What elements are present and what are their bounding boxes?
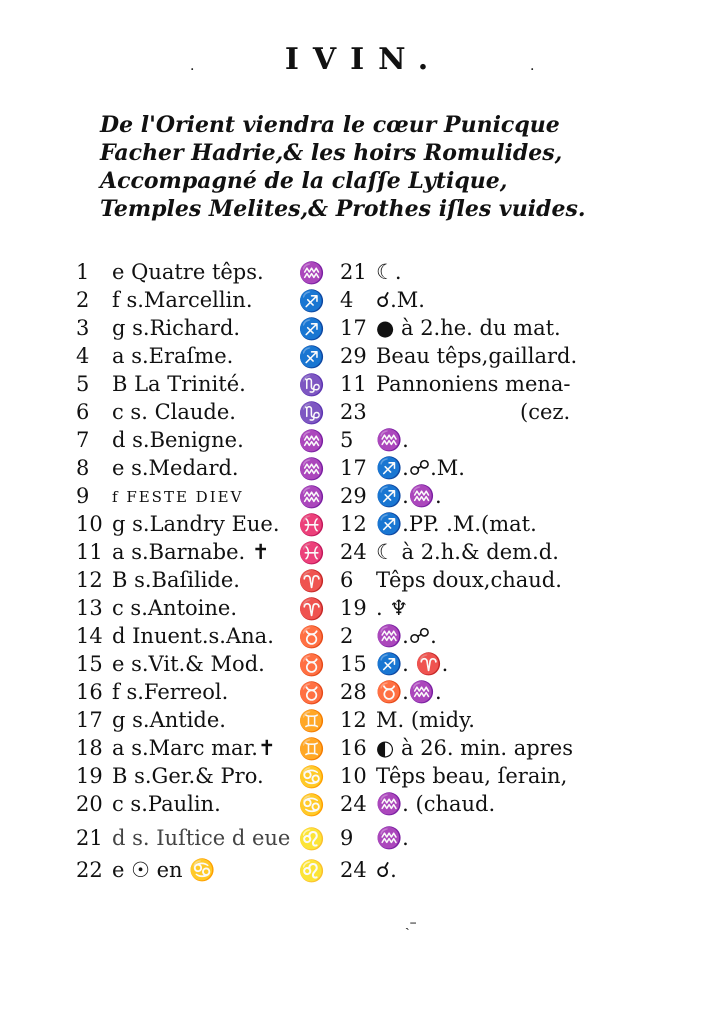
zodiac-sign-icon: ♊: [298, 736, 326, 761]
astronomical-note: M. (midy.: [376, 708, 475, 732]
degree-number: 28: [340, 680, 367, 704]
calendar-row: [0, 680, 727, 708]
calendar-row: [0, 344, 727, 372]
saint-name: d s.Benigne.: [112, 428, 244, 452]
saint-name: g s.Antide.: [112, 708, 226, 732]
saint-name: e Quatre têps.: [112, 260, 264, 284]
astronomical-note: . ♆: [376, 596, 409, 620]
day-number: 20: [76, 792, 103, 816]
zodiac-sign-icon: ♒: [298, 260, 326, 285]
calendar-row: [0, 316, 727, 344]
zodiac-sign-icon: ♌: [298, 858, 326, 883]
calendar-row: [0, 568, 727, 596]
zodiac-sign-icon: ♐: [298, 316, 326, 341]
day-number: 3: [76, 316, 90, 340]
astronomical-note: ♐.PP. .M.(mat.: [376, 512, 537, 536]
astronomical-note: ☾ à 2.h.& dem.d.: [376, 540, 559, 564]
astronomical-note: ☌.M.: [376, 288, 425, 312]
astronomical-note: ♒.☍.: [376, 624, 437, 648]
degree-number: 29: [340, 484, 367, 508]
day-number: 16: [76, 680, 103, 704]
ornament-dot: ·: [190, 62, 195, 78]
degree-number: 12: [340, 708, 367, 732]
day-number: 19: [76, 764, 103, 788]
astronomical-note: Beau têps,gaillard.: [376, 344, 578, 368]
calendar-row: [0, 456, 727, 484]
astronomical-note: ♒. (chaud.: [376, 792, 496, 816]
degree-number: 15: [340, 652, 367, 676]
day-number: 7: [76, 428, 90, 452]
saint-name: f s.Ferreol.: [112, 680, 229, 704]
calendar-row: [0, 708, 727, 736]
degree-number: 2: [340, 624, 354, 648]
calendar-row: [0, 512, 727, 540]
running-head: IVIN.: [284, 42, 443, 77]
saint-name: e ☉ en ♋: [112, 858, 216, 882]
ink-mark: ˎ–: [405, 915, 417, 931]
zodiac-sign-icon: ♐: [298, 344, 326, 369]
calendar-row: [0, 540, 727, 568]
calendar-row: [0, 764, 727, 792]
zodiac-sign-icon: ♈: [298, 596, 326, 621]
day-number: 6: [76, 400, 90, 424]
calendar-row: [0, 652, 727, 680]
astronomical-note: ♐.☍.M.: [376, 456, 465, 480]
astronomical-note: ♐. ♈.: [376, 652, 449, 676]
zodiac-sign-icon: ♑: [298, 372, 326, 397]
saint-name: g s.Richard.: [112, 316, 241, 340]
saint-name: B La Trinité.: [112, 372, 246, 396]
day-number: 4: [76, 344, 90, 368]
degree-number: 17: [340, 316, 367, 340]
saint-name: c s.Paulin.: [112, 792, 221, 816]
day-number: 15: [76, 652, 103, 676]
degree-number: 10: [340, 764, 367, 788]
degree-number: 19: [340, 596, 367, 620]
verse-line: Facher Hadrie,& les hoirs Romulides,: [100, 140, 563, 166]
degree-number: 24: [340, 792, 367, 816]
calendar-row: [0, 826, 727, 854]
day-number: 14: [76, 624, 103, 648]
saint-name: e s.Medard.: [112, 456, 239, 480]
zodiac-sign-icon: ♑: [298, 400, 326, 425]
ornament-dot: ·: [530, 62, 535, 78]
saint-name: B s.Baſilide.: [112, 568, 240, 592]
astronomical-note: ♉.♒.: [376, 680, 442, 704]
astronomical-note: Têps doux,chaud.: [376, 568, 562, 592]
astronomical-note: ◐ à 26. min. apres: [376, 736, 573, 760]
verse-line: Accompagné de la claſſe Lytique,: [100, 168, 508, 194]
zodiac-sign-icon: ♐: [298, 288, 326, 313]
zodiac-sign-icon: ♉: [298, 624, 326, 649]
zodiac-sign-icon: ♉: [298, 680, 326, 705]
calendar-row: [0, 400, 727, 428]
astronomical-note: ♒.: [376, 826, 409, 850]
zodiac-sign-icon: ♓: [298, 512, 326, 537]
saint-name: e s.Vit.& Mod.: [112, 652, 265, 676]
saint-name: f FESTE DIEV: [112, 488, 244, 506]
degree-number: 9: [340, 826, 354, 850]
astronomical-note: ♐.♒.: [376, 484, 442, 508]
astronomical-note: Pannoniens mena-: [376, 372, 571, 396]
astronomical-note: ☾.: [376, 260, 402, 284]
saint-name: g s.Landry Eue.: [112, 512, 280, 536]
zodiac-sign-icon: ♒: [298, 456, 326, 481]
day-number: 22: [76, 858, 103, 882]
degree-number: 17: [340, 456, 367, 480]
day-number: 12: [76, 568, 103, 592]
saint-name: a s.Marc mar.✝: [112, 736, 276, 760]
zodiac-sign-icon: ♋: [298, 792, 326, 817]
zodiac-sign-icon: ♋: [298, 764, 326, 789]
calendar-row: [0, 596, 727, 624]
saint-name: B s.Ger.& Pro.: [112, 764, 264, 788]
saint-name: a s.Barnabe. ✝: [112, 540, 270, 564]
calendar-row: [0, 428, 727, 456]
day-number: 5: [76, 372, 90, 396]
zodiac-sign-icon: ♉: [298, 652, 326, 677]
zodiac-sign-icon: ♒: [298, 484, 326, 509]
degree-number: 11: [340, 372, 367, 396]
calendar-row: [0, 858, 727, 886]
verse-line: Temples Melites,& Prothes iſles vuides.: [100, 196, 586, 222]
calendar-row: [0, 484, 727, 512]
degree-number: 4: [340, 288, 354, 312]
day-number: 13: [76, 596, 103, 620]
astronomical-note: Têps beau, ſerain,: [376, 764, 568, 788]
calendar-row: [0, 288, 727, 316]
saint-name: a s.Eraſme.: [112, 344, 234, 368]
day-number: 17: [76, 708, 103, 732]
degree-number: 16: [340, 736, 367, 760]
day-number: 9: [76, 484, 90, 508]
calendar-row: [0, 792, 727, 820]
zodiac-sign-icon: ♒: [298, 428, 326, 453]
zodiac-sign-icon: ♊: [298, 708, 326, 733]
calendar-row: [0, 372, 727, 400]
astronomical-note: (cez.: [520, 400, 571, 424]
astronomical-note: ● à 2.he. du mat.: [376, 316, 561, 340]
degree-number: 21: [340, 260, 367, 284]
day-number: 18: [76, 736, 103, 760]
day-number: 1: [76, 260, 90, 284]
day-number: 11: [76, 540, 103, 564]
saint-name: d Inuent.s.Ana.: [112, 624, 274, 648]
calendar-row: [0, 260, 727, 288]
degree-number: 12: [340, 512, 367, 536]
day-number: 10: [76, 512, 103, 536]
calendar-row: [0, 624, 727, 652]
day-number: 2: [76, 288, 90, 312]
astronomical-note: ♒.: [376, 428, 409, 452]
zodiac-sign-icon: ♌: [298, 826, 326, 851]
verse-line: De l'Orient viendra le cœur Punicque: [100, 112, 560, 138]
degree-number: 5: [340, 428, 354, 452]
degree-number: 24: [340, 858, 367, 882]
degree-number: 6: [340, 568, 354, 592]
degree-number: 24: [340, 540, 367, 564]
saint-name: f s.Marcellin.: [112, 288, 253, 312]
saint-name: d s. Iuſtice d eue: [112, 826, 291, 850]
zodiac-sign-icon: ♈: [298, 568, 326, 593]
degree-number: 23: [340, 400, 367, 424]
day-number: 21: [76, 826, 103, 850]
astronomical-note: ☌.: [376, 858, 397, 882]
saint-name: c s. Claude.: [112, 400, 236, 424]
degree-number: 29: [340, 344, 367, 368]
saint-name: c s.Antoine.: [112, 596, 238, 620]
calendar-row: [0, 736, 727, 764]
zodiac-sign-icon: ♓: [298, 540, 326, 565]
day-number: 8: [76, 456, 90, 480]
